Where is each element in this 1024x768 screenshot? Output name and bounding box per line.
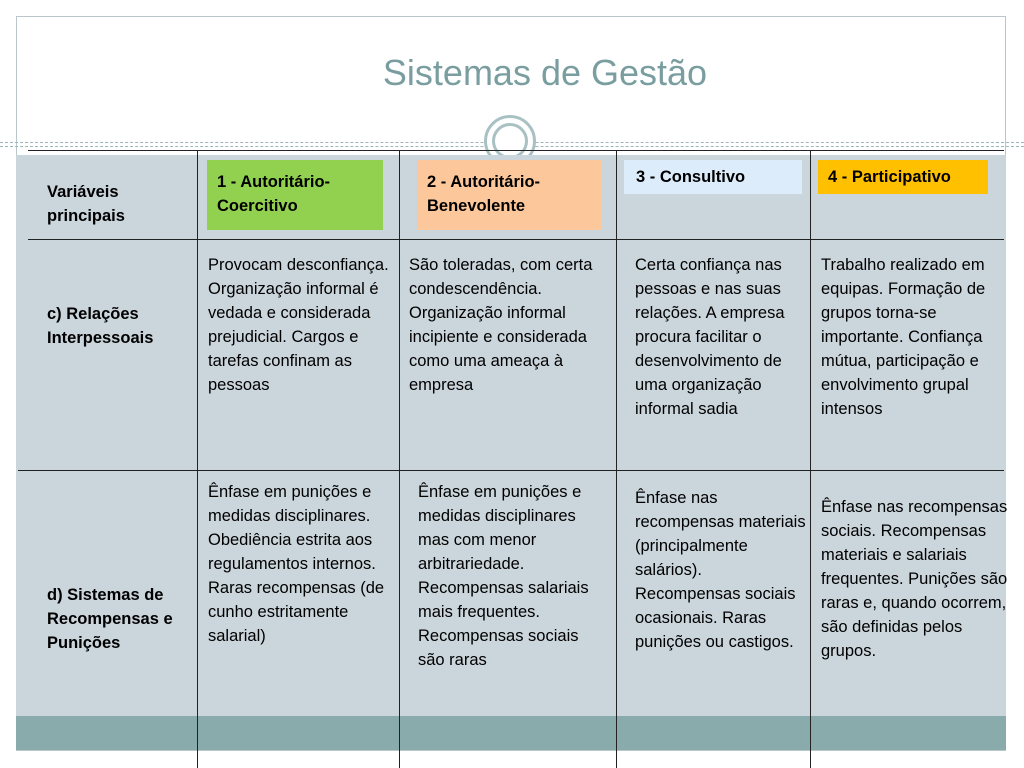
header-consultivo: 3 - Consultivo (624, 160, 802, 194)
cell-recompensas-participativo: Ênfase nas recompensas sociais. Recompensas materiais e salariais frequentes. Punições são raras e, quando ocorrem, são definidas pelos grupos. (821, 498, 1008, 660)
header-col2-line2: Benevolente (427, 197, 526, 215)
table-top-border (28, 150, 1004, 151)
column-divider-1 (197, 150, 198, 768)
header-autoritario-coercitivo (207, 160, 383, 230)
header-col1-line2: Coercitivo (217, 197, 298, 215)
header-autoritario-benevolente (417, 160, 601, 230)
cell-relacoes-participativo: Trabalho realizado em equipas. Formação de grupos torna-se importante. Confiança mútua, participação e envolvimento grupal intensos (821, 256, 986, 418)
row-label-recompensas: d) Sistemas de Recompensas e Punições (47, 586, 173, 652)
header-col2-line1: 2 - Autoritário- (427, 173, 541, 191)
header-participativo: 4 - Participativo (818, 160, 988, 194)
cell-recompensas-benevolente: Ênfase em punições e medidas disciplinares mas com menor arbitrariedade. Recompensas salariais mais frequentes. Recompensas sociais são raras (418, 483, 589, 669)
cell-recompensas-consultivo: Ênfase nas recompensas materiais (principalmente salários). Recompensas sociais ocasionais. Raras punições ou castigos. (635, 489, 806, 651)
cell-relacoes-benevolente: São toleradas, com certa condescendência. Organização informal incipiente e considerada como uma ameaça à empresa (409, 256, 593, 394)
cell-recompensas-coercitivo: Ênfase em punições e medidas disciplinares. Obediência estrita aos regulamentos internos. Raras recompensas (de cunho estritamente salarial) (208, 483, 385, 645)
header-row-divider (28, 239, 1004, 240)
row-divider (18, 470, 1004, 471)
column-divider-4 (810, 150, 811, 768)
header-col1-line1: 1 - Autoritário- (217, 173, 331, 191)
cell-relacoes-coercitivo: Provocam desconfiança. Organização informal é vedada e considerada prejudicial. Cargos e tarefas confinam as pessoas (208, 256, 389, 394)
cell-relacoes-consultivo: Certa confiança nas pessoas e nas suas relações. A empresa procura facilitar o desenvolvimento de uma organização informal sadia (635, 256, 785, 418)
column-divider-3 (616, 150, 617, 768)
row-label-relacoes: c) Relações Interpessoais (47, 305, 154, 347)
slide-title: Sistemas de Gestão (382, 52, 708, 93)
footer-band (16, 716, 1006, 750)
column-divider-2 (399, 150, 400, 768)
decorative-ring-inner (492, 123, 528, 159)
header-variables-label: Variáveis principais (47, 183, 125, 225)
